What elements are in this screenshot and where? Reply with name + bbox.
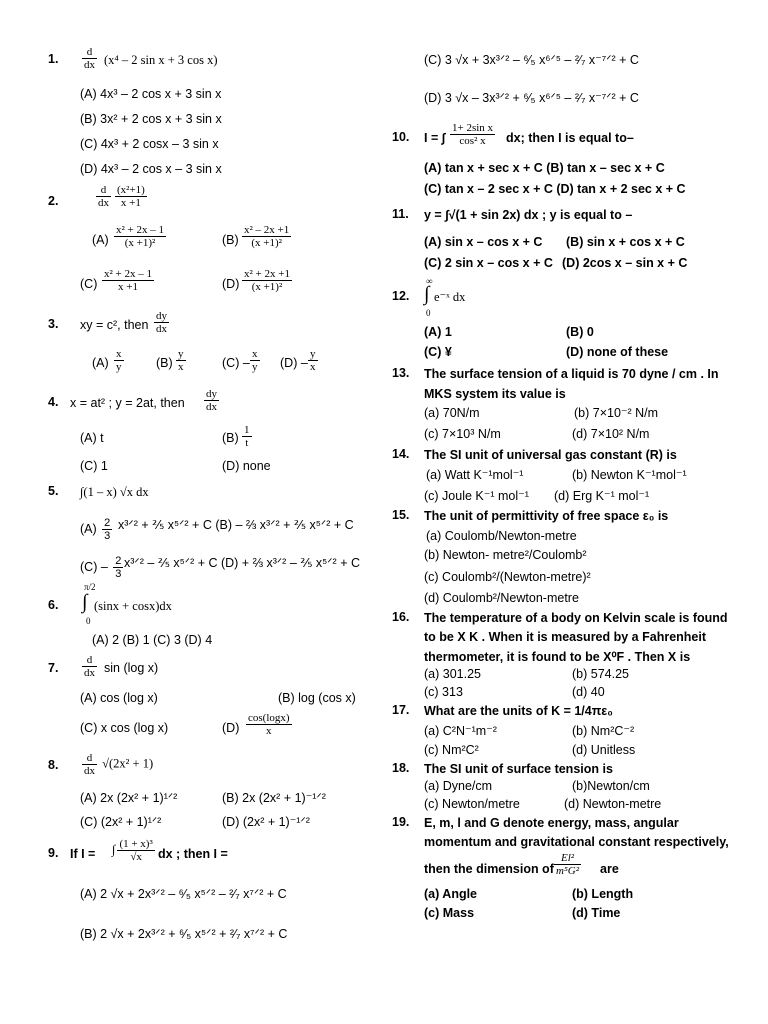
option-d-expr: $\frac{\cos(\log x)}{x}$ [248,712,290,737]
option-b-expr: $\frac{y}{x}$ [178,348,184,373]
derivative-operator: $\frac{d}{dx}$ [84,654,95,679]
question-number: 1. [48,52,59,66]
option-a: (A) [92,233,109,247]
question-13-number: 13. [392,366,410,380]
question-18-line1: The SI unit of surface tension is [424,762,613,776]
integral-upper-limit: ∞ [426,276,433,286]
question-16-option-d: (d) 40 [572,685,605,699]
question-11-option-d: (D) 2cos x – sin x + C [562,256,688,270]
question-14-option-a: (a) Watt K⁻¹mol⁻¹ [426,468,524,482]
question-15-option-d: (d) Coulomb²/Newton-metre [424,591,579,605]
option-b: (B) [156,356,173,370]
option-d: (D) – [280,356,308,370]
question-15-option-b: (b) Newton- metre²/Coulomb² [424,548,587,562]
question-stem: (x⁴ – 2 sin x + 3 cos x) [104,53,218,67]
question-13-option-b: (b) 7×10⁻² N/m [574,406,659,420]
option-a: (A) [92,356,109,370]
question-13-line1: The surface tension of a liquid is 70 dyne / cm . In [424,367,719,381]
question-10-row2: (C) tan x – 2 sec x + C (D) tan x + 2 sec x + C [424,182,686,196]
option-c: (C) (2x² + 1)¹ᐟ² [80,815,162,829]
question-10-tail: dx; then I is equal to– [506,131,634,145]
question-17-number: 17. [392,703,410,717]
option-b: (B) log (cos x) [278,691,356,705]
option-b-expr: $\frac{1}{t}$ [244,424,250,449]
option-a: (A) 2x (2x² + 1)¹ᐟ² [80,791,178,805]
question-16-line2: to be X K . When it is measured by a Fahrenheit [424,630,707,644]
question-17-option-d: (d) Unitless [572,743,636,757]
question-18-option-c: (c) Newton/metre [424,797,520,811]
integral-lower-limit: 0 [426,308,431,318]
option-b: (B) 3x² + 2 cos x + 3 sin x [80,112,222,126]
question-16-option-c: (c) 313 [424,685,463,699]
question-19-option-c: (c) Mass [424,906,475,920]
derivative-operator: $\frac{d}{dx}$ [84,46,95,71]
option-d: (D) [222,721,240,735]
dimension-expr: $\frac{\text{El²}}{\text{m⁵G²}}$ [556,852,580,877]
question-number: 9. [48,846,59,860]
question-18-option-b: (b)Newton/cm [572,779,650,793]
question-14-line1: The SI unit of universal gas constant (R) is [424,448,677,462]
question-stem: If I = [70,847,96,861]
question-18-option-d: (d) Newton-metre [564,797,662,811]
option-b: (B) [222,431,239,445]
question-stem: $\frac{d}{dx}$ $\frac{\text{(x²+1)}}{x +1}$ [98,184,145,209]
question-tail: dx ; then I = [158,847,228,861]
question-19-number: 19. [392,815,410,829]
question-16-line3: thermometer, it is found to be X⁰F . Then X is [424,650,691,664]
question-14-option-c: (c) Joule K⁻¹ mol⁻¹ [424,489,529,503]
dy-dx: $\frac{dy}{dx}$ [156,310,167,335]
option-c-expr: $\frac{x}{y}$ [252,348,258,373]
question-12-option-b: (B) 0 [566,325,594,339]
question-17-option-b: (b) Nm²C⁻² [572,724,635,738]
question-19-option-a: (a) Angle [424,887,478,901]
question-12-number: 12. [392,289,410,303]
question-11-option-b: (B) sin x + cos x + C [566,235,685,249]
question-13-line2: MKS system its value is [424,387,566,401]
question-12-option-a: (A) 1 [424,325,452,339]
option-c: (C) 4x³ + 2 cosx – 3 sin x [80,137,219,151]
integral-sign: ∫ [424,283,430,305]
question-13-option-c: (c) 7×10³ N/m [424,427,501,441]
option-d: (D) [222,277,240,291]
question-13-option-d: (d) 7×10² N/m [572,427,650,441]
option-c-prefix: (C) – $\frac{2}{3}$ [80,555,122,580]
question-number: 3. [48,317,59,331]
question-17-option-c: (c) Nm²C² [424,743,479,757]
q9-option-c: (C) 3 √x + 3x³ᐟ² – ⁶⁄₅ x⁶ᐟ⁵ – ²⁄₇ x⁻⁷ᐟ² + C [424,53,639,67]
option-a-prefix: (A) $\frac{2}{3}$ [80,517,111,542]
dy-dx: $\frac{dy}{dx}$ [206,388,217,413]
options: (A) 2 (B) 1 (C) 3 (D) 4 [92,633,213,647]
option-c: (C) 1 [80,459,108,473]
integral-sign: ∫ [82,591,88,613]
question-15-number: 15. [392,508,410,522]
option-d: (D) 4x³ – 2 cos x – 3 sin x [80,162,222,176]
question-12-option-c: (C) ¥ [424,345,452,359]
option-c-expr: $\frac{\text{x² + 2x – 1}}{x +1}$ [104,268,153,293]
question-17-line1: What are the units of K = 1/4πε₀ [424,704,613,718]
option-b: (B) 2 √x + 2x³ᐟ² + ⁶⁄₅ x⁵ᐟ² + ²⁄₇ x⁷ᐟ² + C [80,927,288,941]
option-cd: x³ᐟ² – ⅖ x⁵ᐟ² + C (D) + ⅔ x³ᐟ² – ⅖ x⁵ᐟ² + C [124,556,360,570]
option-a-expr: $\frac{\text{x² + 2x – 1}}{\text{(x +1)²}}$ [116,224,165,249]
option-ab: x³ᐟ² + ⅖ x⁵ᐟ² + C (B) – ⅔ x³ᐟ² + ⅖ x⁵ᐟ² + C [118,518,354,532]
option-a-expr: $\frac{x}{y}$ [116,348,122,373]
question-number: 7. [48,661,59,675]
question-10-stem: I = ∫ [424,131,446,145]
option-c: (C) – [222,356,250,370]
question-11-number: 11. [392,207,409,221]
question-stem: x = at² ; y = 2at, then [70,396,185,410]
question-number: 2. [48,194,59,208]
question-10-integrand: $\frac{\text{1+ 2sin x}}{\text{cos² x}}$ [452,122,494,147]
integrand: ∫ $\frac{\text{(1 + x)³}}{√x}$ [112,838,153,863]
option-d-expr: $\frac{\text{x² + 2x +1}}{\text{(x +1)²}}$ [244,268,290,293]
question-19-option-d: (d) Time [572,906,621,920]
question-stem: sin (log x) [104,661,159,675]
question-17-option-a: (a) C²N⁻¹m⁻² [424,724,497,738]
option-c: (C) x cos (log x) [80,721,169,735]
question-number: 8. [48,758,59,772]
option-b-expr: $\frac{\text{x² – 2x +1}}{\text{(x +1)²}}$ [244,224,290,249]
question-11-option-a: (A) sin x – cos x + C [424,235,543,249]
question-14-option-b: (b) Newton K⁻¹mol⁻¹ [572,468,687,482]
question-stem: $\frac{d}{dx}$ √(2x² + 1) [84,752,154,777]
integral-upper-limit: π/2 [84,582,96,592]
q9-option-d: (D) 3 √x – 3x³ᐟ² + ⁶⁄₅ x⁶ᐟ⁵ – ²⁄₇ x⁻⁷ᐟ² + C [424,91,639,105]
option-a: (A) cos (log x) [80,691,158,705]
option-d: (D) (2x² + 1)⁻¹ᐟ² [222,815,310,829]
question-10-row1: (A) tan x + sec x + C (B) tan x – sec x + C [424,161,665,175]
question-number: 6. [48,598,59,612]
question-18-option-a: (a) Dyne/cm [424,779,493,793]
option-a: (A) 2 √x + 2x³ᐟ² – ⁶⁄₅ x⁵ᐟ² – ²⁄₇ x⁷ᐟ² + C [80,887,287,901]
question-12-option-d: (D) none of these [566,345,669,359]
question-14-option-d: (d) Erg K⁻¹ mol⁻¹ [554,489,650,503]
question-18-number: 18. [392,761,410,775]
question-10-number: 10. [392,130,410,144]
question-number: 4. [48,395,59,409]
question-12-stem: e⁻ˣ dx [434,290,466,304]
option-c: (C) [80,277,98,291]
question-16-number: 16. [392,610,410,624]
option-b: (B) [222,233,239,247]
option-a: (A) 4x³ – 2 cos x + 3 sin x [80,87,222,101]
question-16-option-b: (b) 574.25 [572,667,629,681]
option-b: (B) 2x (2x² + 1)⁻¹ᐟ² [222,791,326,805]
question-13-option-a: (a) 70N/m [424,406,480,420]
option-d: (D) none [222,459,271,473]
question-15-line1: The unit of permittivity of free space ε₀ is [424,509,669,523]
question-stem: (sinx + cosx)dx [94,599,172,613]
question-19-are: are [600,862,619,876]
question-16-option-a: (a) 301.25 [424,667,481,681]
question-19-line2: momentum and gravitational constant respectively, [424,835,729,849]
option-a: (A) t [80,431,104,445]
question-19-line1: E, m, l and G denote energy, mass, angular [424,816,679,830]
question-19-line3: then the dimension of [424,862,554,876]
question-11-stem: y = ∫√(1 + sin 2x) dx ; y is equal to – [424,208,633,222]
question-14-number: 14. [392,447,410,461]
question-number: 5. [48,484,59,498]
question-15-option-a: (a) Coulomb/Newton-metre [426,529,577,543]
question-stem: ∫(1 – x) √x dx [80,485,149,499]
question-15-option-c: (c) Coulomb²/(Newton-metre)² [424,570,591,584]
question-16-line1: The temperature of a body on Kelvin scale is found [424,611,728,625]
question-stem: xy = c², then [80,318,149,332]
question-19-option-b: (b) Length [572,887,634,901]
question-11-option-c: (C) 2 sin x – cos x + C [424,256,553,270]
integral-lower-limit: 0 [86,616,91,626]
option-d-expr: $\frac{y}{x}$ [310,348,316,373]
